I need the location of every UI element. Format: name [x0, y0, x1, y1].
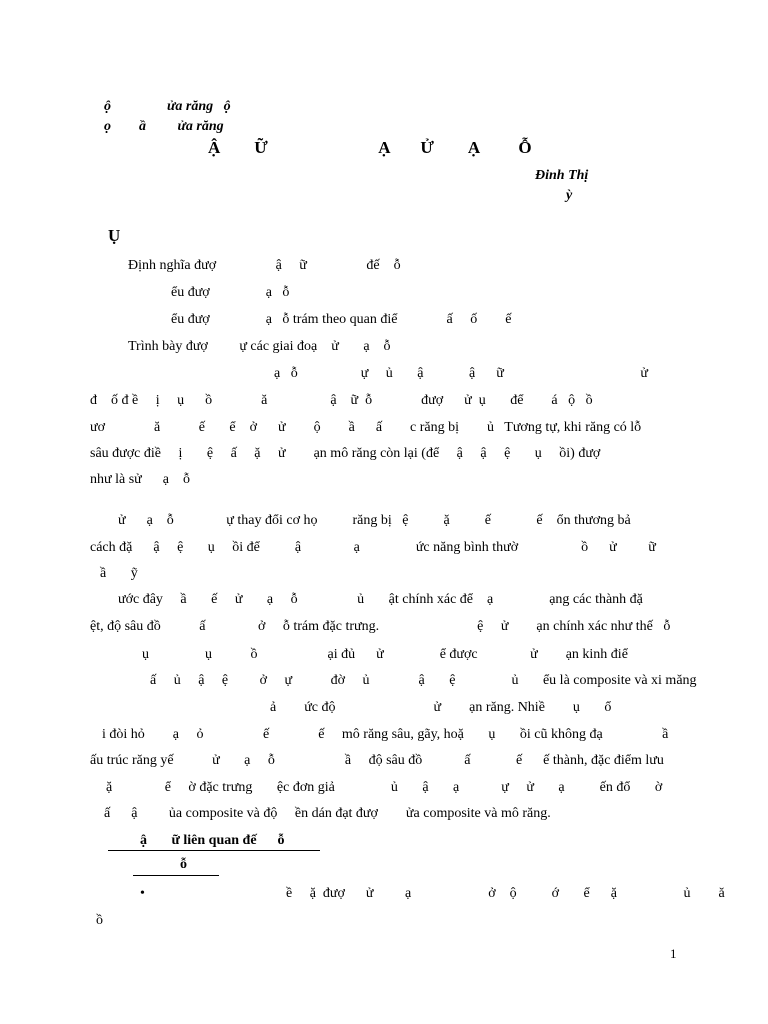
- paragraph-line: ấ ậ ủa composite và độ ền dán đạt đượ ửa composite và mô răng.: [104, 806, 551, 821]
- objective-item: ểu đượ ạ ỗ trám theo quan điể ấ ố ế: [171, 312, 512, 327]
- paragraph-line: ầ ỹ: [100, 566, 138, 581]
- subheading-2-underline: [133, 875, 219, 876]
- author-line-2: ỳ: [566, 188, 573, 203]
- paragraph-line: ử ạ ỗ ự thay đổi cơ họ răng bị ệ ặ ế ế ổn thương bả: [118, 513, 631, 528]
- paragraph-line: đ ố đ ề ị ụ ồ ă ậ ữ ỗ đượ ử ụ để á ộ ồ: [90, 393, 593, 408]
- paragraph-line: ệt, độ sâu đồ ấ ở ỗ trám đặc trưng. ệ ử ạn chính xác như thế ỗ: [90, 619, 671, 634]
- paragraph-line: như là sử ạ ỗ: [90, 472, 190, 487]
- paragraph-line: ước đây ầ ế ử ạ ỗ ủ ật chính xác để ạ ạng các thành đặ: [118, 592, 643, 607]
- author-name: Đinh Thị: [535, 168, 589, 183]
- page-number: 1: [670, 946, 677, 961]
- paragraph-line: ả ức độ ử ạn răng. Nhiề ụ ổ: [270, 700, 612, 715]
- subheading-2: ỗ: [180, 857, 187, 872]
- paragraph-line: cách đặ ậ ệ ụ ồi để ậ ạ ức năng bình thườ ồ ử ữ: [90, 540, 656, 555]
- paragraph-line: ặ ể ờ đặc trưng ệc đơn giả ủ ậ ạ ự ử ạ ến đổ ờ: [106, 780, 663, 795]
- bullet-text: ề ặ đượ ử ạ ở ộ ớ ể ặ ủ ă: [286, 886, 725, 901]
- bullet-text-cont: ồ: [96, 913, 103, 928]
- objective-item: ểu đượ ạ ỗ: [171, 285, 290, 300]
- header-line-2: ọ ầ ửa răng: [104, 119, 224, 134]
- paragraph-line: ạ ỗ ự ủ ậ ậ ữ ử: [274, 366, 648, 381]
- bullet-symbol: •: [140, 886, 145, 901]
- header-line-1: ộ ửa răng ộ: [104, 99, 231, 114]
- subheading-underline: [108, 850, 320, 851]
- objective-item: Định nghĩa đượ ậ ữ đế ỗ: [128, 258, 401, 273]
- subheading: ậ ữ liên quan đế ỗ: [140, 833, 285, 848]
- paragraph-line: ấ ủ ậ ệ ở ự đờ ủ ậ ệ ủ ểu là composite và xi măng: [150, 673, 697, 688]
- paragraph-line: ụ ụ ồ ại đủ ử ể được ử ạn kinh điể: [142, 647, 628, 662]
- section-heading: Ụ: [108, 226, 121, 245]
- paragraph-line: sâu được điề ị ệ ấ ặ ử ạn mô răng còn lại (để ậ ậ ệ ụ ồi) đượ: [90, 446, 601, 461]
- objective-item: Trình bày đượ ự các giai đoạ ử ạ ỗ: [128, 339, 391, 354]
- paragraph-line: ươ ă ế ể ở ử ộ ầ ấ c răng bị ủ Tương tự, khi răng có lỗ: [90, 420, 642, 435]
- paragraph-line: ấu trúc răng yế ử ạ ỗ ầ độ sâu đồ ấ ế ế thành, đặc điểm lưu: [90, 753, 664, 768]
- paragraph-line: i đòi hỏ ạ ỏ ế ế mô răng sâu, gãy, hoặ ụ ồi cũ không đạ ầ: [102, 727, 669, 742]
- document-title: Ậ Ữ Ạ Ử Ạ Ỗ: [208, 138, 532, 157]
